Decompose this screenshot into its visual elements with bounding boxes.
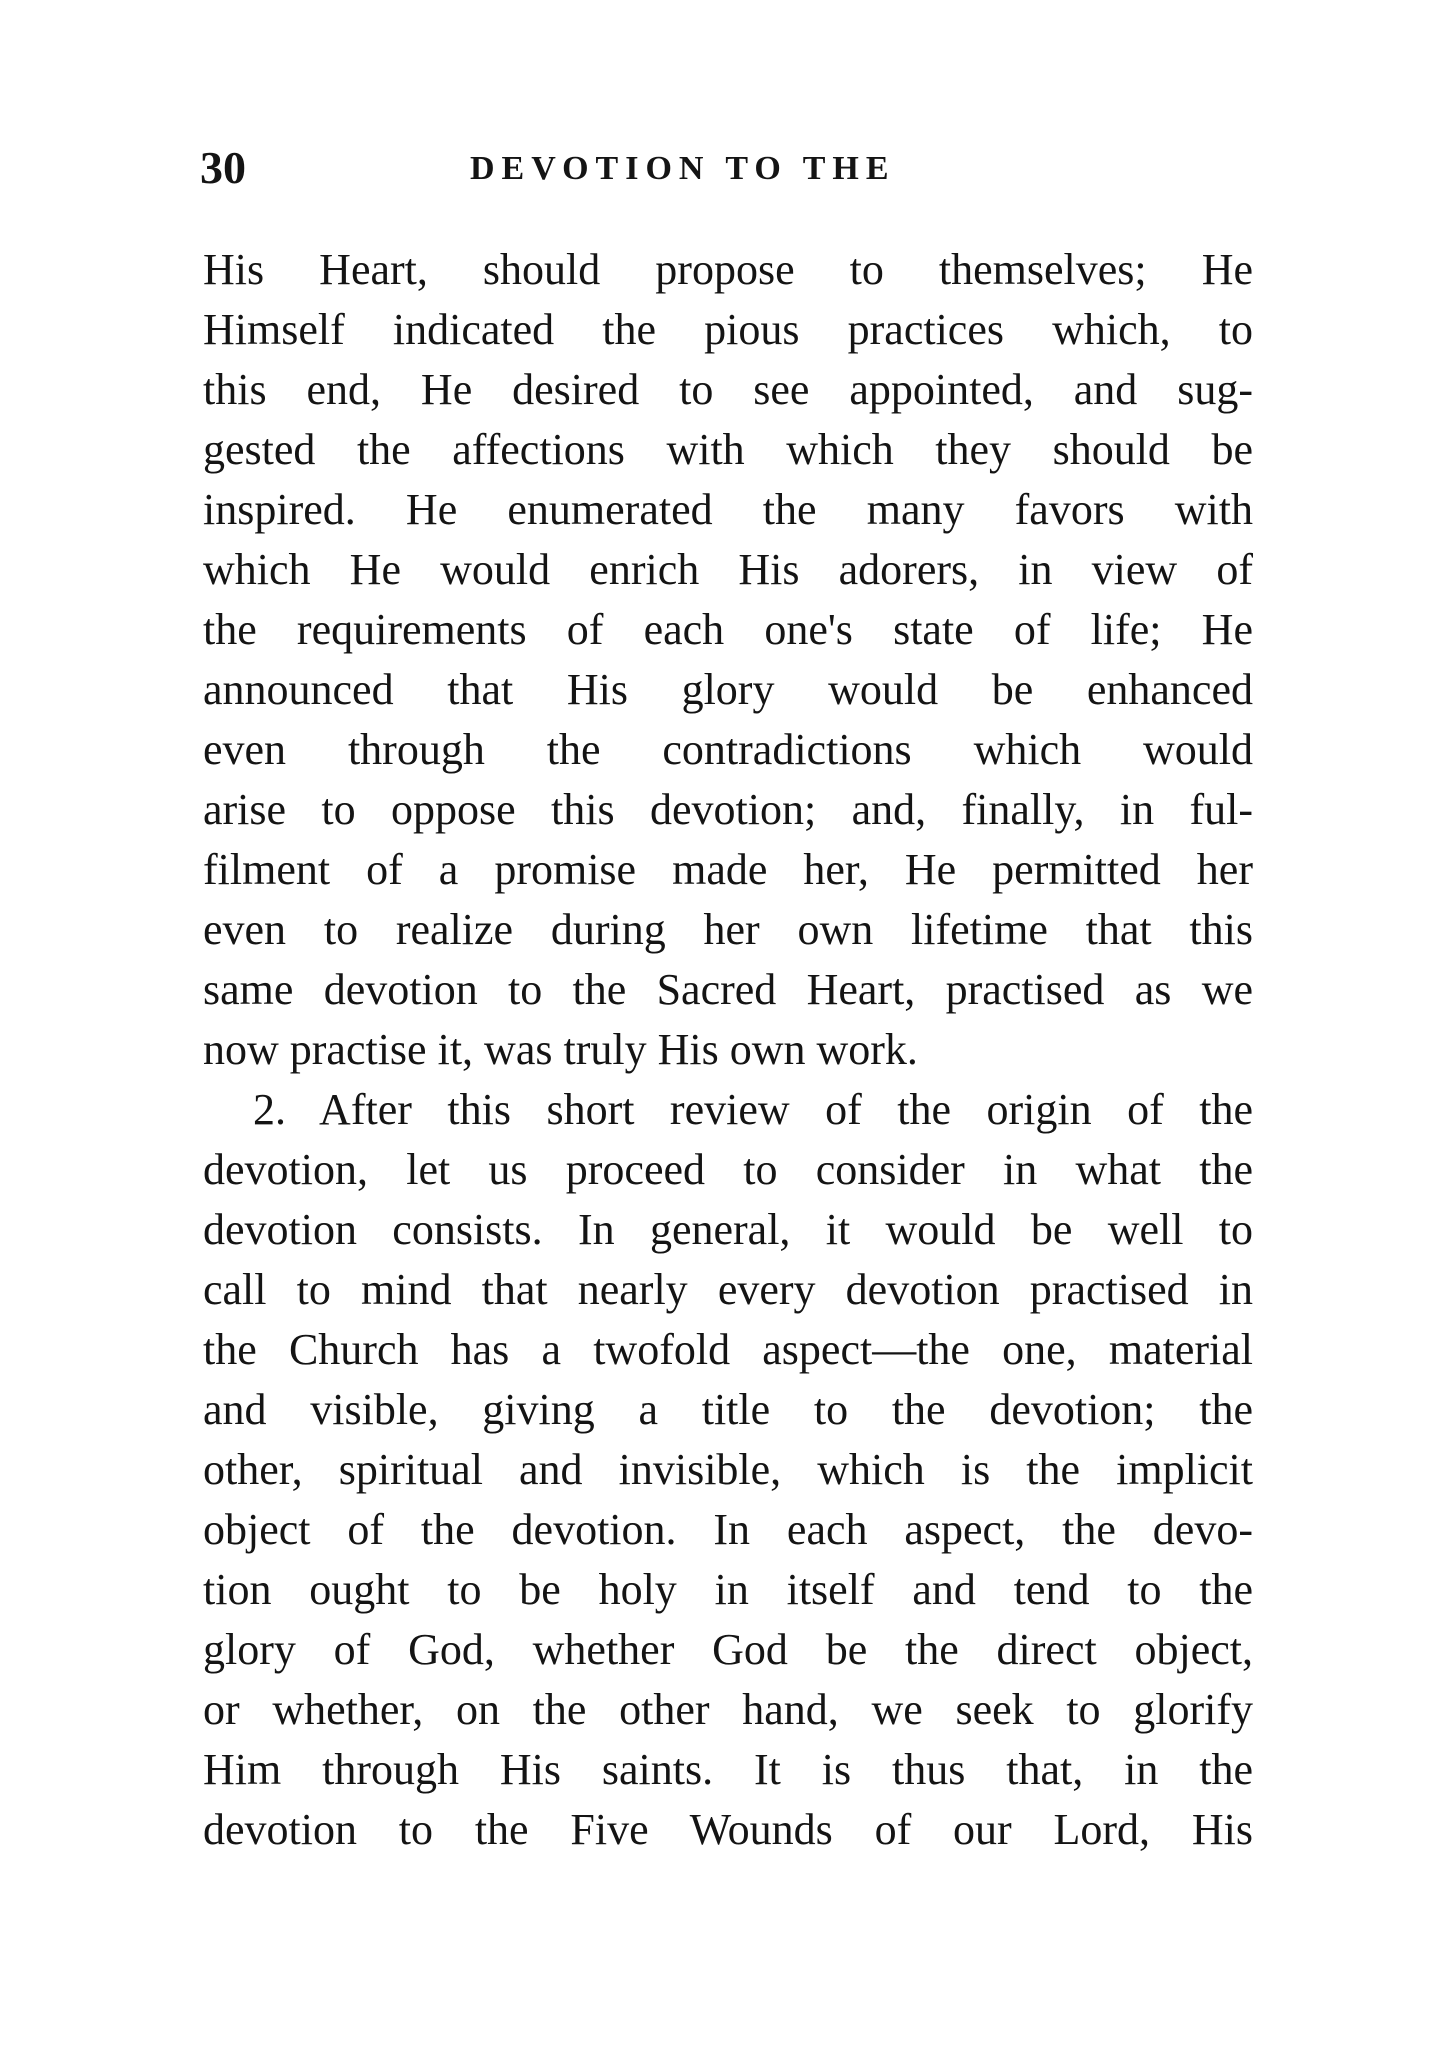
body-text xyxy=(203,240,1253,1860)
paragraph-start-line: 2. After this short review of the origin of the xyxy=(253,1085,1253,1134)
text-line: Him through His saints. It is thus that, in the xyxy=(203,1745,1253,1794)
text-line: the requirements of each one's state of life; He xyxy=(203,605,1253,654)
text-line: which He would enrich His adorers, in view of xyxy=(203,545,1253,594)
text-line: this end, He desired to see appointed, and sug- xyxy=(203,365,1253,414)
text-line: glory of God, whether God be the direct object, xyxy=(203,1625,1253,1674)
text-line: His Heart, should propose to themselves; He xyxy=(203,245,1253,294)
text-line: or whether, on the other hand, we seek to glorify xyxy=(203,1685,1253,1734)
text-line: and visible, giving a title to the devotion; the xyxy=(203,1385,1253,1434)
text-line: filment of a promise made her, He permitted her xyxy=(203,845,1253,894)
text-line: announced that His glory would be enhanced xyxy=(203,665,1253,714)
text-line: devotion to the Five Wounds of our Lord, His xyxy=(203,1805,1253,1854)
page-number: 30 xyxy=(200,142,246,193)
text-line: devotion, let us proceed to consider in what the xyxy=(203,1145,1253,1194)
text-line: Himself indicated the pious practices which, to xyxy=(203,305,1253,354)
text-line: other, spiritual and invisible, which is the implicit xyxy=(203,1445,1253,1494)
text-line: even through the contradictions which would xyxy=(203,725,1253,774)
text-line: now practise it, was truly His own work. xyxy=(203,1025,918,1074)
text-line: the Church has a twofold aspect—the one, material xyxy=(203,1325,1253,1374)
text-line: same devotion to the Sacred Heart, practised as we xyxy=(203,965,1253,1014)
text-line: even to realize during her own lifetime that this xyxy=(203,905,1253,954)
text-line: gested the affections with which they should be xyxy=(203,425,1253,474)
text-line: devotion consists. In general, it would be well to xyxy=(203,1205,1253,1254)
text-line: object of the devotion. In each aspect, the devo- xyxy=(203,1505,1253,1554)
text-line: arise to oppose this devotion; and, finally, in ful- xyxy=(203,785,1253,834)
text-line: call to mind that nearly every devotion practised in xyxy=(203,1265,1253,1314)
running-head: DEVOTION TO THE xyxy=(470,150,896,187)
page-header xyxy=(200,138,1260,198)
text-line: tion ought to be holy in itself and tend to the xyxy=(203,1565,1253,1614)
text-line: inspired. He enumerated the many favors with xyxy=(203,485,1253,534)
